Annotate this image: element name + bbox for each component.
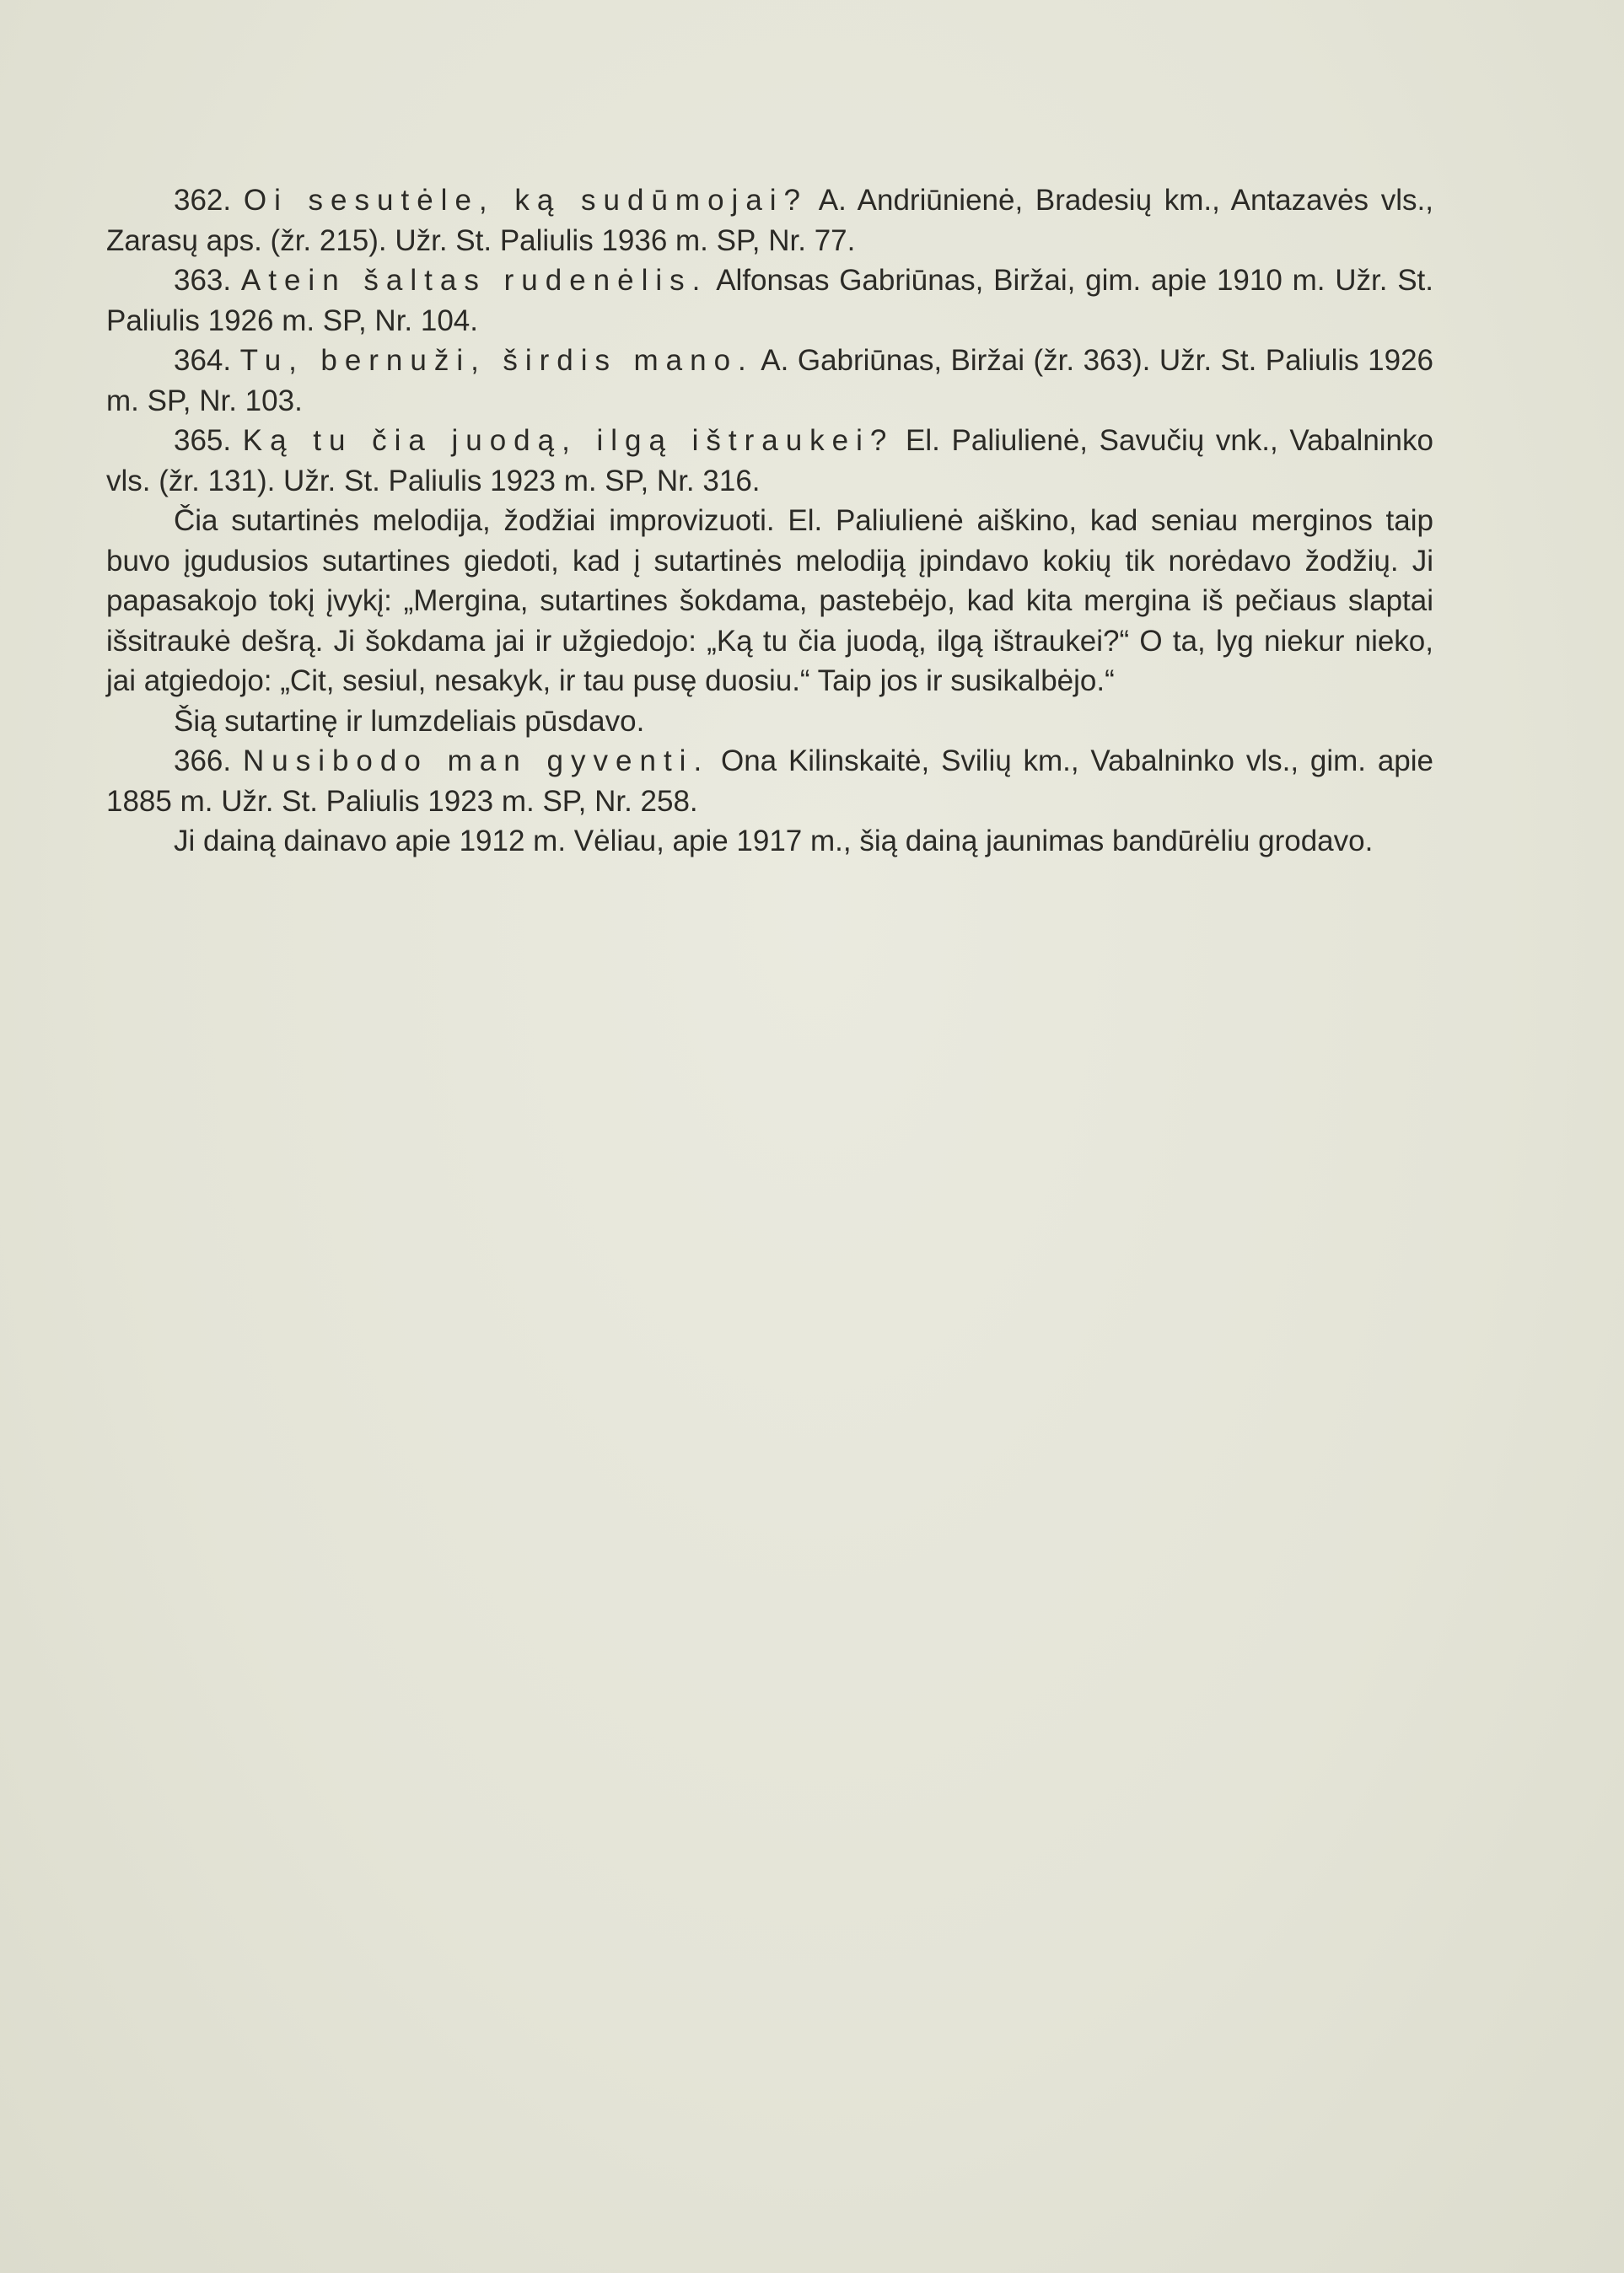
- entry-details: Alfonsas Gabriūnas, Biržai, gim. apie 1910 m. Užr. St. Paliulis 1926 m. SP, Nr. 104.: [106, 264, 1433, 337]
- song-title: Ką tu čia juodą, ilgą ištraukei?: [242, 424, 895, 457]
- song-title: Atein šaltas rudenėlis.: [240, 264, 708, 297]
- entry-details: A. Gabriūnas, Biržai (žr. 363). Užr. St. Paliulis 1926 m. SP, Nr. 103.: [106, 344, 1433, 417]
- entry-details: A. Andriūnienė, Bradesių km., Antazavės vls., Zarasų aps. (žr. 215). Užr. St. Paliulis 1936 m. SP, Nr. 77.: [106, 184, 1433, 257]
- entry-number: 366.: [174, 744, 232, 777]
- note-365-story: Čia sutartinės melodija, žodžiai improvizuoti. El. Paliulienė aiškino, kad seniau merginos taip buvo įgudusios sutartines giedoti, kad į sutartinės melodiją įpindavo kokių tik norėdavo žodžių. Ji papasakojo tokį įvykį: „Mergina, sutartines šokdama, pastebėjo, kad kita mergina iš pečiaus slaptai išsitraukė dešrą. Ji šokdama jai ir užgiedojo: „Ką tu čia juodą, ilgą ištraukei?“ O ta, lyg niekur nieko, jai atgiedojo: „Cit, sesiul, nesakyk, ir tau pusę duosiu.“ Taip jos ir susikalbėjo.“: [106, 504, 1433, 697]
- text-block: [106, 180, 1433, 862]
- entry-number: 365.: [174, 424, 232, 457]
- entry-number: 362.: [174, 184, 232, 217]
- entry-366: [106, 741, 1433, 821]
- entry-365: [106, 421, 1433, 501]
- note-365-instrument: Šią sutartinę ir lumzdeliais pūsdavo.: [174, 704, 645, 738]
- entry-details: El. Paliulienė, Savučių vnk., Vabalninko vls. (žr. 131). Užr. St. Paliulis 1923 m. SP, Nr. 316.: [106, 424, 1433, 497]
- song-title: Nusibodo man gyventi.: [242, 744, 710, 777]
- entry-364: [106, 341, 1433, 421]
- song-title: Oi sesutėle, ką sudūmojai?: [243, 184, 809, 217]
- entry-number: 364.: [174, 344, 232, 377]
- song-title: Tu, bernuži, širdis mano.: [239, 344, 754, 377]
- entry-number: 363.: [174, 264, 232, 297]
- entry-362: [106, 180, 1433, 261]
- note-366: Ji dainą dainavo apie 1912 m. Vėliau, apie 1917 m., šią dainą jaunimas bandūrėliu grodavo.: [174, 825, 1374, 857]
- entry-363: [106, 261, 1433, 341]
- entry-details: Ona Kilinskaitė, Svilių km., Vabalninko vls., gim. apie 1885 m. Užr. St. Paliulis 1923 m. SP, Nr. 258.: [106, 744, 1433, 818]
